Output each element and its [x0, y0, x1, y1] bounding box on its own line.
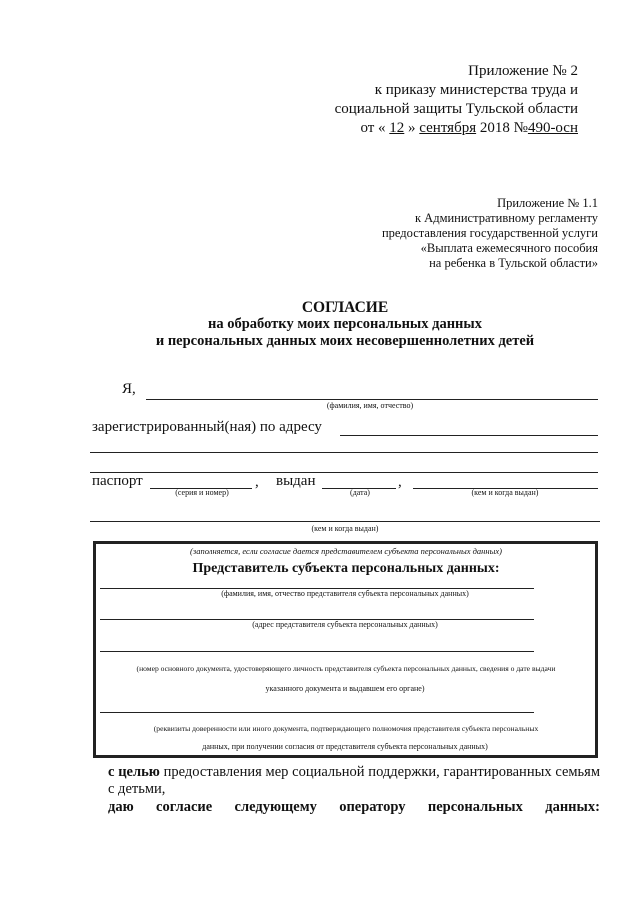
- order-month: сентября: [419, 120, 477, 136]
- appendix-2-block: [260, 62, 578, 138]
- appendix-1-1-block: [300, 196, 598, 271]
- appendix-2-line2: к приказу министерства труда и: [374, 82, 578, 98]
- close-quote: »: [408, 120, 416, 136]
- box-note: (заполняется, если согласие дается представителем субъекта персональных данных): [190, 546, 502, 556]
- issuer-line-2[interactable]: [90, 521, 600, 522]
- box-heading: Представитель субъекта персональных данных:: [192, 561, 500, 576]
- address-line-2[interactable]: [90, 452, 598, 453]
- issuer-caption-1: (кем и когда выдан): [471, 488, 539, 497]
- consent-line: [108, 799, 600, 816]
- consent-word-6: данных:: [545, 799, 600, 815]
- appendix-2-date-line: [260, 119, 578, 138]
- address-line-3[interactable]: [90, 472, 598, 473]
- address-line-1[interactable]: [340, 435, 598, 436]
- appendix-1-1-line5: на ребенка в Тульской области»: [429, 256, 598, 270]
- fio-line[interactable]: [146, 399, 598, 400]
- consent-word-2: согласие: [156, 799, 213, 815]
- rep-fio-caption: (фамилия, имя, отчество представителя субъекта персональных данных): [221, 589, 469, 598]
- appendix-1-1-line4: «Выплата ежемесячного пособия: [420, 241, 598, 255]
- consent-word-3: следующему: [234, 799, 317, 815]
- purpose-paragraph: [108, 764, 600, 798]
- number-sign: №: [513, 120, 528, 136]
- order-number: 490-осн: [527, 120, 578, 136]
- i-label: Я,: [122, 381, 136, 397]
- consent-word-4: оператору: [339, 799, 406, 815]
- consent-word-1: даю: [108, 799, 134, 815]
- appendix-1-1-line3: предоставления государственной услуги: [381, 226, 598, 240]
- appendix-1-1-line2: к Административному регламенту: [414, 211, 598, 225]
- document-title: [90, 299, 600, 350]
- rep-power-caption-2: данных, при получении согласия от представителя субъекта персональных данных): [202, 742, 488, 751]
- comma-1: ,: [255, 474, 259, 490]
- title-main: СОГЛАСИЕ: [301, 299, 389, 316]
- date-caption: (дата): [350, 488, 370, 497]
- appendix-2-line1: Приложение № 2: [468, 63, 578, 79]
- order-year: 2018: [479, 120, 510, 136]
- fio-caption: (фамилия, имя, отчество): [326, 401, 414, 410]
- purpose-text: предоставления мер социальной поддержки, гарантированных семьям с детьми,: [108, 764, 601, 797]
- issuer-caption-2: (кем и когда выдан): [311, 524, 379, 533]
- appendix-1-1-line1: Приложение № 1.1: [497, 196, 598, 210]
- appendix-2-line3: социальной защиты Тульской области: [334, 101, 578, 117]
- rep-power-caption-1: (реквизиты доверенности или иного документа, подтверждающего полномочия представителя субъекта персональных: [153, 724, 539, 733]
- series-caption: (серия и номер): [175, 488, 229, 497]
- consent-word-5: персональных: [427, 799, 523, 815]
- rep-doc-line[interactable]: [100, 651, 534, 652]
- order-day: 12: [389, 120, 405, 136]
- rep-address-caption: (адрес представителя субъекта персональных данных): [252, 620, 438, 629]
- rep-doc-caption-2: указанного документа и выдавшем его органе): [265, 684, 425, 693]
- title-sub1: на обработку моих персональных данных: [208, 316, 482, 332]
- purpose-bold: с целью: [108, 764, 160, 780]
- passport-label: паспорт: [92, 473, 143, 489]
- issued-label: выдан: [276, 473, 316, 489]
- comma-2: ,: [398, 474, 402, 490]
- title-sub2: и персональных данных моих несовершеннолетних детей: [155, 333, 535, 349]
- rep-doc-caption-1: (номер основного документа, удостоверяющего личность представителя субъекта персональных данных, сведения о дате выдачи: [136, 664, 556, 673]
- from-label: от «: [360, 120, 386, 136]
- registered-label: зарегистрированный(ная) по адресу: [92, 419, 322, 435]
- rep-power-line[interactable]: [100, 712, 534, 713]
